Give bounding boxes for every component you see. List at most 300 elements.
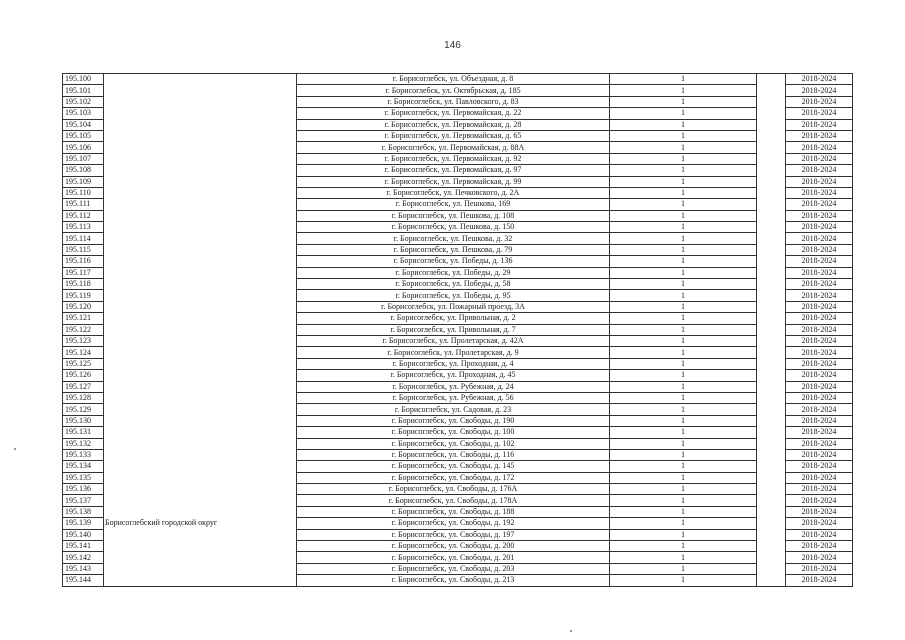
- row-number: 195.122: [63, 324, 104, 335]
- period-cell: 2018-2024: [786, 210, 853, 221]
- period-cell: 2018-2024: [786, 244, 853, 255]
- quantity-cell: 1: [610, 472, 757, 483]
- municipality-cell: [104, 335, 297, 346]
- table-body: [63, 74, 853, 587]
- municipality-cell: [104, 176, 297, 187]
- address-cell: г. Борисоглебск, ул. Свободы, д. 190: [297, 415, 610, 426]
- address-cell: г. Борисоглебск, ул. Печковского, д. 2А: [297, 187, 610, 198]
- empty-cell: [757, 130, 786, 141]
- row-number: 195.123: [63, 335, 104, 346]
- period-cell: 2018-2024: [786, 495, 853, 506]
- empty-cell: [757, 142, 786, 153]
- empty-cell: [757, 358, 786, 369]
- period-cell: 2018-2024: [786, 324, 853, 335]
- address-cell: г. Борисоглебск, ул. Свободы, д. 201: [297, 552, 610, 563]
- period-cell: 2018-2024: [786, 461, 853, 472]
- period-cell: 2018-2024: [786, 347, 853, 358]
- period-cell: 2018-2024: [786, 267, 853, 278]
- municipality-cell: [104, 279, 297, 290]
- municipality-cell: [104, 461, 297, 472]
- empty-cell: [757, 108, 786, 119]
- address-cell: г. Борисоглебск, ул. Пешкова, д. 79: [297, 244, 610, 255]
- table-row: [63, 392, 853, 403]
- quantity-cell: 1: [610, 529, 757, 540]
- empty-cell: [757, 552, 786, 563]
- empty-cell: [757, 563, 786, 574]
- table-row: [63, 119, 853, 130]
- municipality-cell: [104, 130, 297, 141]
- period-cell: 2018-2024: [786, 96, 853, 107]
- table-row: [63, 506, 853, 517]
- empty-cell: [757, 222, 786, 233]
- row-number: 195.134: [63, 461, 104, 472]
- address-cell: г. Борисоглебск, ул. Свободы, д. 176А: [297, 484, 610, 495]
- quantity-cell: 1: [610, 404, 757, 415]
- empty-cell: [757, 290, 786, 301]
- address-cell: г. Борисоглебск, ул. Свободы, д. 100: [297, 427, 610, 438]
- quantity-cell: 1: [610, 165, 757, 176]
- empty-cell: [757, 438, 786, 449]
- period-cell: 2018-2024: [786, 427, 853, 438]
- empty-cell: [757, 244, 786, 255]
- municipality-cell: [104, 210, 297, 221]
- empty-cell: [757, 495, 786, 506]
- address-cell: г. Борисоглебск, ул. Пожарный проезд, 3А: [297, 301, 610, 312]
- table-row: [63, 563, 853, 574]
- period-cell: 2018-2024: [786, 222, 853, 233]
- empty-cell: [757, 313, 786, 324]
- row-number: 195.101: [63, 85, 104, 96]
- municipality-cell: [104, 541, 297, 552]
- quantity-cell: 1: [610, 335, 757, 346]
- period-cell: 2018-2024: [786, 233, 853, 244]
- period-cell: 2018-2024: [786, 313, 853, 324]
- quantity-cell: 1: [610, 256, 757, 267]
- row-number: 195.120: [63, 301, 104, 312]
- address-cell: г. Борисоглебск, ул. Пролетарская, д. 9: [297, 347, 610, 358]
- empty-cell: [757, 256, 786, 267]
- municipality-cell: [104, 506, 297, 517]
- empty-cell: [757, 506, 786, 517]
- quantity-cell: 1: [610, 461, 757, 472]
- quantity-cell: 1: [610, 142, 757, 153]
- empty-cell: [757, 324, 786, 335]
- empty-cell: [757, 529, 786, 540]
- table-row: [63, 370, 853, 381]
- period-cell: 2018-2024: [786, 256, 853, 267]
- empty-cell: [757, 518, 786, 529]
- municipality-cell: [104, 199, 297, 210]
- period-cell: 2018-2024: [786, 370, 853, 381]
- quantity-cell: 1: [610, 495, 757, 506]
- table-row: [63, 279, 853, 290]
- quantity-cell: 1: [610, 74, 757, 85]
- empty-cell: [757, 233, 786, 244]
- period-cell: 2018-2024: [786, 518, 853, 529]
- municipality-cell: [104, 472, 297, 483]
- address-cell: г. Борисоглебск, ул. Пешкова, 169: [297, 199, 610, 210]
- quantity-cell: 1: [610, 108, 757, 119]
- quantity-cell: 1: [610, 449, 757, 460]
- quantity-cell: 1: [610, 210, 757, 221]
- address-cell: г. Борисоглебск, ул. Свободы, д. 192: [297, 518, 610, 529]
- quantity-cell: 1: [610, 199, 757, 210]
- empty-cell: [757, 187, 786, 198]
- address-cell: г. Борисоглебск, ул. Свободы, д. 203: [297, 563, 610, 574]
- municipality-cell: [104, 165, 297, 176]
- quantity-cell: 1: [610, 244, 757, 255]
- row-number: 195.105: [63, 130, 104, 141]
- address-cell: г. Борисоглебск, ул. Свободы, д. 213: [297, 575, 610, 586]
- row-number: 195.121: [63, 313, 104, 324]
- row-number: 195.106: [63, 142, 104, 153]
- address-cell: г. Борисоглебск, ул. Пролетарская, д. 42А: [297, 335, 610, 346]
- municipality-cell: [104, 415, 297, 426]
- municipality-cell: [104, 119, 297, 130]
- row-number: 195.129: [63, 404, 104, 415]
- row-number: 195.108: [63, 165, 104, 176]
- table-row: [63, 96, 853, 107]
- table-row: [63, 313, 853, 324]
- quantity-cell: 1: [610, 381, 757, 392]
- address-cell: г. Борисоглебск, ул. Первомайская, д. 22: [297, 108, 610, 119]
- table-row: [63, 153, 853, 164]
- address-cell: г. Борисоглебск, ул. Победы, д. 95: [297, 290, 610, 301]
- municipality-cell: [104, 267, 297, 278]
- municipality-cell: [104, 404, 297, 415]
- quantity-cell: 1: [610, 233, 757, 244]
- municipality-cell: [104, 563, 297, 574]
- row-number: 195.130: [63, 415, 104, 426]
- row-number: 195.114: [63, 233, 104, 244]
- address-cell: г. Борисоглебск, ул. Первомайская, д. 92: [297, 153, 610, 164]
- municipality-cell: [104, 301, 297, 312]
- address-cell: г. Борисоглебск, ул. Проходная, д. 4: [297, 358, 610, 369]
- empty-cell: [757, 575, 786, 586]
- page-number: 146: [444, 40, 461, 51]
- municipality-cell: [104, 358, 297, 369]
- address-cell: г. Борисоглебск, ул. Пешкова, д. 32: [297, 233, 610, 244]
- quantity-cell: 1: [610, 187, 757, 198]
- period-cell: 2018-2024: [786, 392, 853, 403]
- period-cell: 2018-2024: [786, 335, 853, 346]
- table-row: [63, 267, 853, 278]
- municipality-cell: [104, 142, 297, 153]
- table-row: [63, 449, 853, 460]
- municipality-cell: [104, 187, 297, 198]
- table-row: [63, 518, 853, 529]
- row-number: 195.139: [63, 518, 104, 529]
- row-number: 195.103: [63, 108, 104, 119]
- row-number: 195.113: [63, 222, 104, 233]
- row-number: 195.132: [63, 438, 104, 449]
- row-number: 195.127: [63, 381, 104, 392]
- row-number: 195.140: [63, 529, 104, 540]
- row-number: 195.110: [63, 187, 104, 198]
- address-cell: г. Борисоглебск, ул. Победы, д. 29: [297, 267, 610, 278]
- period-cell: 2018-2024: [786, 290, 853, 301]
- table-row: [63, 233, 853, 244]
- empty-cell: [757, 484, 786, 495]
- address-cell: г. Борисоглебск, ул. Свободы, д. 197: [297, 529, 610, 540]
- quantity-cell: 1: [610, 176, 757, 187]
- quantity-cell: 1: [610, 119, 757, 130]
- address-cell: г. Борисоглебск, ул. Свободы, д. 116: [297, 449, 610, 460]
- municipality-cell: [104, 575, 297, 586]
- table-row: [63, 484, 853, 495]
- empty-cell: [757, 153, 786, 164]
- municipality-cell: [104, 392, 297, 403]
- row-number: 195.104: [63, 119, 104, 130]
- period-cell: 2018-2024: [786, 381, 853, 392]
- quantity-cell: 1: [610, 222, 757, 233]
- empty-cell: [757, 74, 786, 85]
- municipality-cell: [104, 324, 297, 335]
- municipality-cell: [104, 347, 297, 358]
- table-row: [63, 324, 853, 335]
- quantity-cell: 1: [610, 279, 757, 290]
- address-cell: г. Борисоглебск, ул. Победы, д. 136: [297, 256, 610, 267]
- quantity-cell: 1: [610, 484, 757, 495]
- table-row: [63, 130, 853, 141]
- row-number: 195.136: [63, 484, 104, 495]
- empty-cell: [757, 449, 786, 460]
- table-row: [63, 541, 853, 552]
- period-cell: 2018-2024: [786, 529, 853, 540]
- address-cell: г. Борисоглебск, ул. Рубежная, д. 24: [297, 381, 610, 392]
- empty-cell: [757, 415, 786, 426]
- quantity-cell: 1: [610, 290, 757, 301]
- empty-cell: [757, 199, 786, 210]
- period-cell: 2018-2024: [786, 415, 853, 426]
- empty-cell: [757, 85, 786, 96]
- row-number: 195.128: [63, 392, 104, 403]
- table-row: [63, 301, 853, 312]
- row-number: 195.138: [63, 506, 104, 517]
- row-number: 195.125: [63, 358, 104, 369]
- period-cell: 2018-2024: [786, 563, 853, 574]
- table-row: [63, 438, 853, 449]
- table-row: [63, 381, 853, 392]
- empty-cell: [757, 279, 786, 290]
- municipality-cell: [104, 495, 297, 506]
- empty-cell: [757, 301, 786, 312]
- municipality-cell: [104, 449, 297, 460]
- address-cell: г. Борисоглебск, ул. Первомайская, д. 65: [297, 130, 610, 141]
- municipality-cell: [104, 552, 297, 563]
- period-cell: 2018-2024: [786, 575, 853, 586]
- municipality-cell: [104, 74, 297, 85]
- address-cell: г. Борисоглебск, ул. Привольная, д. 2: [297, 313, 610, 324]
- row-number: 195.117: [63, 267, 104, 278]
- table-row: [63, 165, 853, 176]
- period-cell: 2018-2024: [786, 358, 853, 369]
- period-cell: 2018-2024: [786, 165, 853, 176]
- period-cell: 2018-2024: [786, 541, 853, 552]
- table-row: [63, 176, 853, 187]
- period-cell: 2018-2024: [786, 119, 853, 130]
- table-row: [63, 187, 853, 198]
- address-cell: г. Борисоглебск, ул. Свободы, д. 200: [297, 541, 610, 552]
- empty-cell: [757, 119, 786, 130]
- address-cell: г. Борисоглебск, ул. Первомайская, д. 88А: [297, 142, 610, 153]
- quantity-cell: 1: [610, 518, 757, 529]
- quantity-cell: 1: [610, 552, 757, 563]
- empty-cell: [757, 472, 786, 483]
- quantity-cell: 1: [610, 392, 757, 403]
- table-row: [63, 335, 853, 346]
- period-cell: 2018-2024: [786, 438, 853, 449]
- address-cell: г. Борисоглебск, ул. Победы, д. 58: [297, 279, 610, 290]
- period-cell: 2018-2024: [786, 130, 853, 141]
- empty-cell: [757, 461, 786, 472]
- table-row: [63, 85, 853, 96]
- quantity-cell: 1: [610, 506, 757, 517]
- municipality-cell: [104, 153, 297, 164]
- row-number: 195.111: [63, 199, 104, 210]
- row-number: 195.112: [63, 210, 104, 221]
- quantity-cell: 1: [610, 324, 757, 335]
- row-number: 195.109: [63, 176, 104, 187]
- row-number: 195.107: [63, 153, 104, 164]
- empty-cell: [757, 165, 786, 176]
- period-cell: 2018-2024: [786, 279, 853, 290]
- table-row: [63, 142, 853, 153]
- address-cell: г. Борисоглебск, ул. Объездная, д. 8: [297, 74, 610, 85]
- empty-cell: [757, 541, 786, 552]
- table-row: [63, 529, 853, 540]
- period-cell: 2018-2024: [786, 472, 853, 483]
- row-number: 195.142: [63, 552, 104, 563]
- empty-cell: [757, 335, 786, 346]
- quantity-cell: 1: [610, 358, 757, 369]
- address-cell: г. Борисоглебск, ул. Первомайская, д. 28: [297, 119, 610, 130]
- address-cell: г. Борисоглебск, ул. Свободы, д. 178А: [297, 495, 610, 506]
- table-row: [63, 222, 853, 233]
- row-number: 195.124: [63, 347, 104, 358]
- empty-cell: [757, 210, 786, 221]
- municipality-cell: [104, 244, 297, 255]
- municipality-cell: [104, 290, 297, 301]
- period-cell: 2018-2024: [786, 85, 853, 96]
- quantity-cell: 1: [610, 153, 757, 164]
- row-number: 195.126: [63, 370, 104, 381]
- table-row: [63, 347, 853, 358]
- period-cell: 2018-2024: [786, 301, 853, 312]
- municipality-cell: [104, 96, 297, 107]
- row-number: 195.144: [63, 575, 104, 586]
- period-cell: 2018-2024: [786, 176, 853, 187]
- quantity-cell: 1: [610, 438, 757, 449]
- period-cell: 2018-2024: [786, 552, 853, 563]
- empty-cell: [757, 392, 786, 403]
- quantity-cell: 1: [610, 96, 757, 107]
- municipality-cell: [104, 222, 297, 233]
- address-cell: г. Борисоглебск, ул. Свободы, д. 145: [297, 461, 610, 472]
- row-number: 195.131: [63, 427, 104, 438]
- empty-cell: [757, 370, 786, 381]
- quantity-cell: 1: [610, 563, 757, 574]
- address-cell: г. Борисоглебск, ул. Свободы, д. 102: [297, 438, 610, 449]
- table-row: [63, 210, 853, 221]
- row-number: 195.133: [63, 449, 104, 460]
- municipality-cell: [104, 484, 297, 495]
- row-number: 195.135: [63, 472, 104, 483]
- address-cell: г. Борисоглебск, ул. Садовая, д. 23: [297, 404, 610, 415]
- municipality-cell: [104, 381, 297, 392]
- quantity-cell: 1: [610, 85, 757, 96]
- table-row: [63, 472, 853, 483]
- quantity-cell: 1: [610, 541, 757, 552]
- quantity-cell: 1: [610, 370, 757, 381]
- table-row: [63, 199, 853, 210]
- quantity-cell: 1: [610, 313, 757, 324]
- quantity-cell: 1: [610, 301, 757, 312]
- address-cell: г. Борисоглебск, ул. Пешкова, д. 108: [297, 210, 610, 221]
- table-row: [63, 404, 853, 415]
- empty-cell: [757, 96, 786, 107]
- municipality-cell: [104, 256, 297, 267]
- table-row: [63, 427, 853, 438]
- table-row: [63, 358, 853, 369]
- quantity-cell: 1: [610, 575, 757, 586]
- municipality-cell: [104, 427, 297, 438]
- address-cell: г. Борисоглебск, ул. Первомайская, д. 97: [297, 165, 610, 176]
- address-cell: г. Борисоглебск, ул. Павловского, д. 83: [297, 96, 610, 107]
- period-cell: 2018-2024: [786, 199, 853, 210]
- period-cell: 2018-2024: [786, 108, 853, 119]
- document-table: [62, 73, 853, 587]
- table-row: [63, 108, 853, 119]
- row-number: 195.118: [63, 279, 104, 290]
- municipality-cell: [104, 370, 297, 381]
- municipality-cell: [104, 438, 297, 449]
- address-cell: г. Борисоглебск, ул. Первомайская, д. 99: [297, 176, 610, 187]
- municipality-cell: Борисоглебский городской округ: [104, 518, 297, 529]
- row-number: 195.100: [63, 74, 104, 85]
- period-cell: 2018-2024: [786, 142, 853, 153]
- document-table-wrap: [62, 73, 846, 587]
- period-cell: 2018-2024: [786, 153, 853, 164]
- address-cell: г. Борисоглебск, ул. Пешкова, д. 150: [297, 222, 610, 233]
- quantity-cell: 1: [610, 267, 757, 278]
- address-cell: г. Борисоглебск, ул. Свободы, д. 188: [297, 506, 610, 517]
- table-row: [63, 74, 853, 85]
- municipality-cell: [104, 85, 297, 96]
- table-row: [63, 552, 853, 563]
- row-number: 195.137: [63, 495, 104, 506]
- empty-cell: [757, 404, 786, 415]
- empty-cell: [757, 381, 786, 392]
- scan-speck: [570, 630, 572, 632]
- address-cell: г. Борисоглебск, ул. Привольная, д. 7: [297, 324, 610, 335]
- table-row: [63, 244, 853, 255]
- row-number: 195.115: [63, 244, 104, 255]
- empty-cell: [757, 267, 786, 278]
- address-cell: г. Борисоглебск, ул. Свободы, д. 172: [297, 472, 610, 483]
- quantity-cell: 1: [610, 130, 757, 141]
- period-cell: 2018-2024: [786, 484, 853, 495]
- address-cell: г. Борисоглебск, ул. Рубежная, д. 56: [297, 392, 610, 403]
- scan-speck: [14, 448, 16, 450]
- table-row: [63, 415, 853, 426]
- address-cell: г. Борисоглебск, ул. Октябрьская, д. 185: [297, 85, 610, 96]
- empty-cell: [757, 347, 786, 358]
- period-cell: 2018-2024: [786, 506, 853, 517]
- quantity-cell: 1: [610, 347, 757, 358]
- table-row: [63, 256, 853, 267]
- table-row: [63, 575, 853, 586]
